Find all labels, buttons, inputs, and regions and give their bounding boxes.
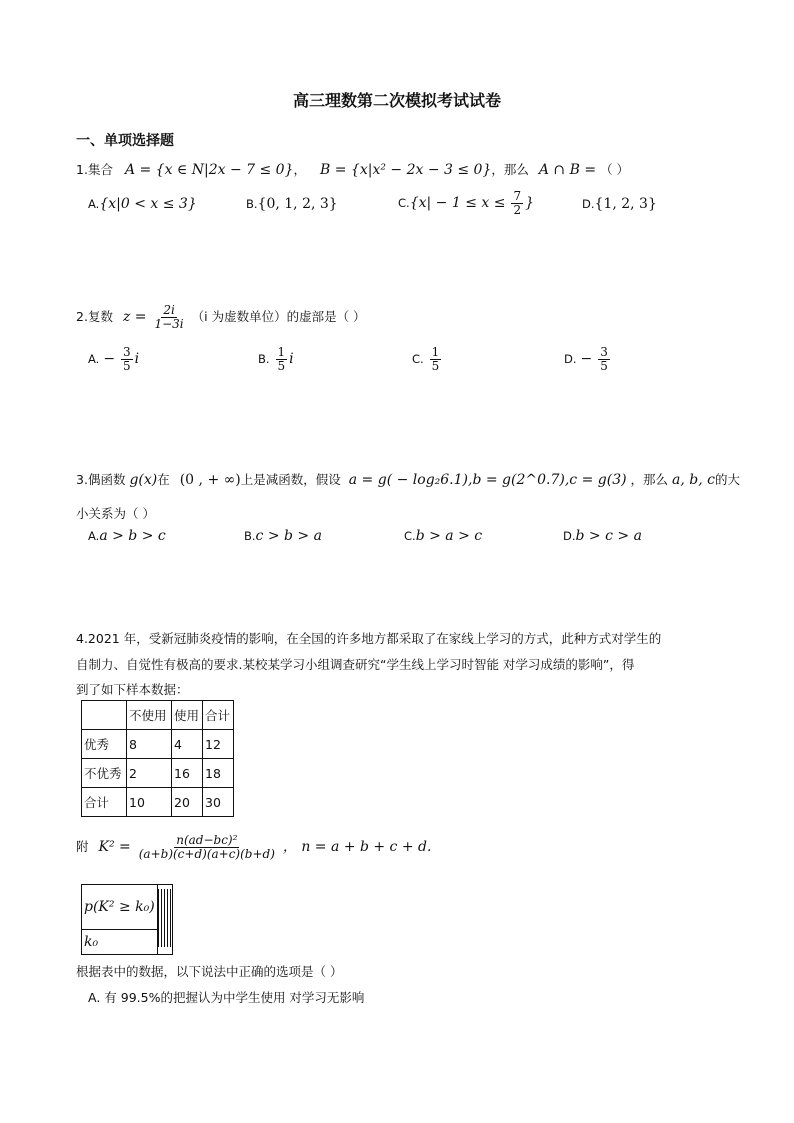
question-2-stem: 2.复数 z = $\frac{2i}{1-3i}$ （i 为虚数单位）的虚部是（ ） xyxy=(76,303,366,331)
k2-formula: 附 K² = $\frac{\text{n(ad−bc)²}}{(a+b)(c+d)(a+c)(b+d)}$ ， n = a + b + c + d. xyxy=(76,833,432,861)
question-4-line-2: 自制力、自觉性有极高的要求.某校某学习小组调查研究“学生线上学习时智能 对学习成绩的影响”，得 xyxy=(76,657,635,672)
q3-option-b[interactable]: B.c > b > a xyxy=(244,528,322,544)
q1-option-d[interactable]: D.{1, 2, 3} xyxy=(582,196,657,212)
q2-option-b[interactable]: B. $\frac{1}{5}$ i xyxy=(258,345,294,373)
question-4-line-1: 4.2021 年，受新冠肺炎疫情的影响，在全国的许多地方都采取了在家线上学习的方式，此种方式对学生的 xyxy=(76,631,662,646)
q3-option-a[interactable]: A.a > b > c xyxy=(88,528,166,544)
q1-set-a: A = {x ∈ N|2x − 7 ≤ 0} xyxy=(124,162,294,178)
exam-title: 高三理数第二次模拟考试试卷 xyxy=(292,91,501,110)
question-1-stem xyxy=(76,160,629,178)
section-heading: 一、单项选择题 xyxy=(76,133,174,149)
q3-option-d[interactable]: D.b > c > a xyxy=(563,528,642,544)
critical-value-table: p(K² ≥ k₀) k₀ xyxy=(81,884,173,955)
q1-sep: ， xyxy=(293,162,307,177)
question-4-line-3: 到了如下样本数据： xyxy=(76,682,189,697)
q4-option-a[interactable]: A. 有 99.5%的把握认为中学生使用 对学习无影响 xyxy=(88,990,365,1005)
table-header-row: 不使用 使用 合计 xyxy=(82,701,234,730)
q1-expr: A ∩ B = xyxy=(538,162,597,178)
question-3-line-2: 小关系为（ ） xyxy=(76,506,155,521)
question-4-prompt: 根据表中的数据，以下说法中正确的选项是（ ） xyxy=(76,964,343,979)
q1-number: 1. xyxy=(76,162,88,177)
q1-set-b: B = {x|x² − 2x − 3 ≤ 0} xyxy=(320,162,492,178)
q2-option-c[interactable]: C. $\frac{1}{5}$ xyxy=(412,345,440,373)
q1-option-b[interactable]: B.{0, 1, 2, 3} xyxy=(246,196,338,212)
q1-prefix: 集合 xyxy=(87,162,113,177)
sample-data-table xyxy=(81,700,234,817)
question-3-stem: 3.偶函数 g(x)在 (0 , + ∞)上是减函数，假设 a = g( − log₂6.1),b = g(2^0.7),c = g(3) ，那么 a, b, c的大 xyxy=(76,472,741,488)
q2-fraction: $\frac{2i}{1-3i}$ xyxy=(154,303,184,331)
q1-c-fraction: $\frac{7}{2}$ xyxy=(513,189,522,217)
q1-then: ，那么 xyxy=(491,162,529,177)
table-row: 合计 10 20 30 xyxy=(82,788,234,817)
q2-option-a[interactable]: A. − $\frac{3}{5}$ i xyxy=(88,345,140,373)
truncated-columns xyxy=(158,889,172,947)
q1-option-c[interactable]: C.{x| − 1 ≤ x ≤ $\frac{7}{2}$ } xyxy=(398,189,534,217)
table-row: 不优秀 2 16 18 xyxy=(82,759,234,788)
table-row: 优秀 8 4 12 xyxy=(82,730,234,759)
q2-option-d[interactable]: D. − $\frac{3}{5}$ xyxy=(564,345,608,373)
q1-blank: （ ） xyxy=(600,162,630,177)
q1-option-a[interactable]: A.{x|0 < x ≤ 3} xyxy=(88,196,197,212)
q3-option-c[interactable]: C.b > a > c xyxy=(404,528,483,544)
